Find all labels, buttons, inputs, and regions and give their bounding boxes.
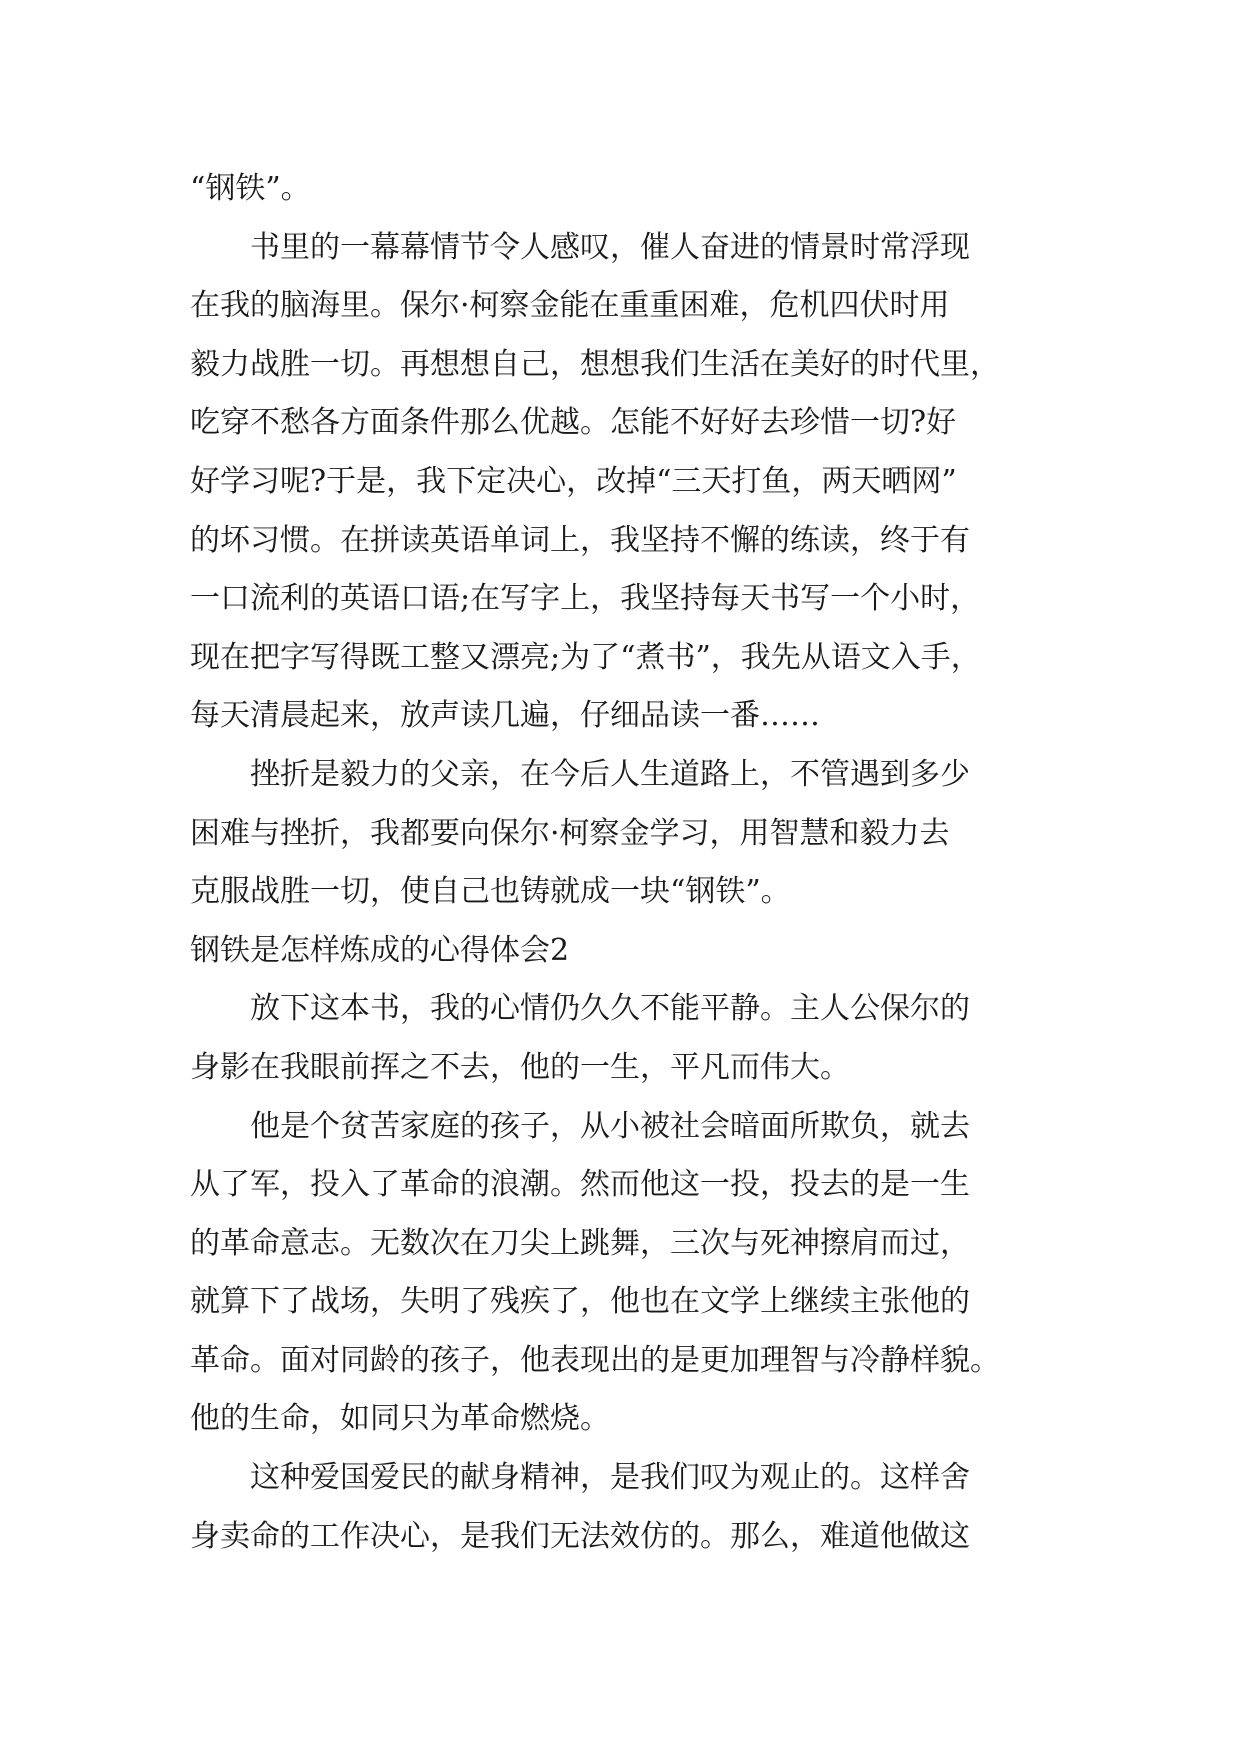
text-line-24: 身卖命的工作决心，是我们无法效仿的。那么，难道他做这 (190, 1518, 970, 1554)
text-line-22: 他的生命，如同只为革命燃烧。 (190, 1401, 610, 1437)
text-line-10: 每天清晨起来，放声读几遍，仔细品读一番…… (190, 698, 820, 734)
text-line-9: 现在把字写得既工整又漂亮;为了“煮书”，我先从语文入手， (190, 639, 981, 675)
text-line-17: 他是个贫苦家庭的孩子，从小被社会暗面所欺负，就去 (250, 1108, 970, 1144)
text-line-7: 的坏习惯。在拼读英语单词上，我坚持不懈的练读，终于有 (190, 522, 970, 558)
text-line-20: 就算下了战场，失明了残疾了，他也在文学上继续主张他的 (190, 1284, 970, 1320)
text-line-16: 身影在我眼前挥之不去，他的一生，平凡而伟大。 (190, 1049, 850, 1085)
text-line-4: 毅力战胜一切。再想想自己，想想我们生活在美好的时代里， (190, 346, 1000, 382)
document-body (190, 160, 1050, 1566)
text-line-19: 的革命意志。无数次在刀尖上跳舞，三次与死神擦肩而过， (190, 1225, 970, 1261)
text-line-18: 从了军，投入了革命的浪潮。然而他这一投，投去的是一生 (190, 1167, 970, 1203)
section-heading: 钢铁是怎样炼成的心得体会2 (190, 932, 570, 968)
text-line-23: 这种爱国爱民的献身精神，是我们叹为观止的。这样舍 (250, 1460, 970, 1496)
text-line-3: 在我的脑海里。保尔·柯察金能在重重困难，危机四伏时用 (190, 288, 950, 324)
text-line-13: 克服战胜一切，使自己也铸就成一块“钢铁”。 (190, 874, 791, 910)
text-line-2: 书里的一幕幕情节令人感叹，催人奋进的情景时常浮现 (250, 229, 970, 265)
text-line-21: 革命。面对同龄的孩子，他表现出的是更加理智与冷静样貌。 (190, 1342, 1000, 1378)
text-line-12: 困难与挫折，我都要向保尔·柯察金学习，用智慧和毅力去 (190, 815, 950, 851)
text-line-6: 好学习呢?于是，我下定决心，改掉“三天打鱼，两天晒网” (190, 463, 957, 499)
text-line-11: 挫折是毅力的父亲，在今后人生道路上，不管遇到多少 (250, 756, 970, 792)
text-line-8: 一口流利的英语口语;在写字上，我坚持每天书写一个小时， (190, 581, 981, 617)
text-line-1: “钢铁”。 (190, 171, 311, 206)
text-line-5: 吃穿不愁各方面条件那么优越。怎能不好好去珍惜一切?好 (190, 405, 957, 441)
text-line-15: 放下这本书，我的心情仍久久不能平静。主人公保尔的 (250, 991, 970, 1027)
